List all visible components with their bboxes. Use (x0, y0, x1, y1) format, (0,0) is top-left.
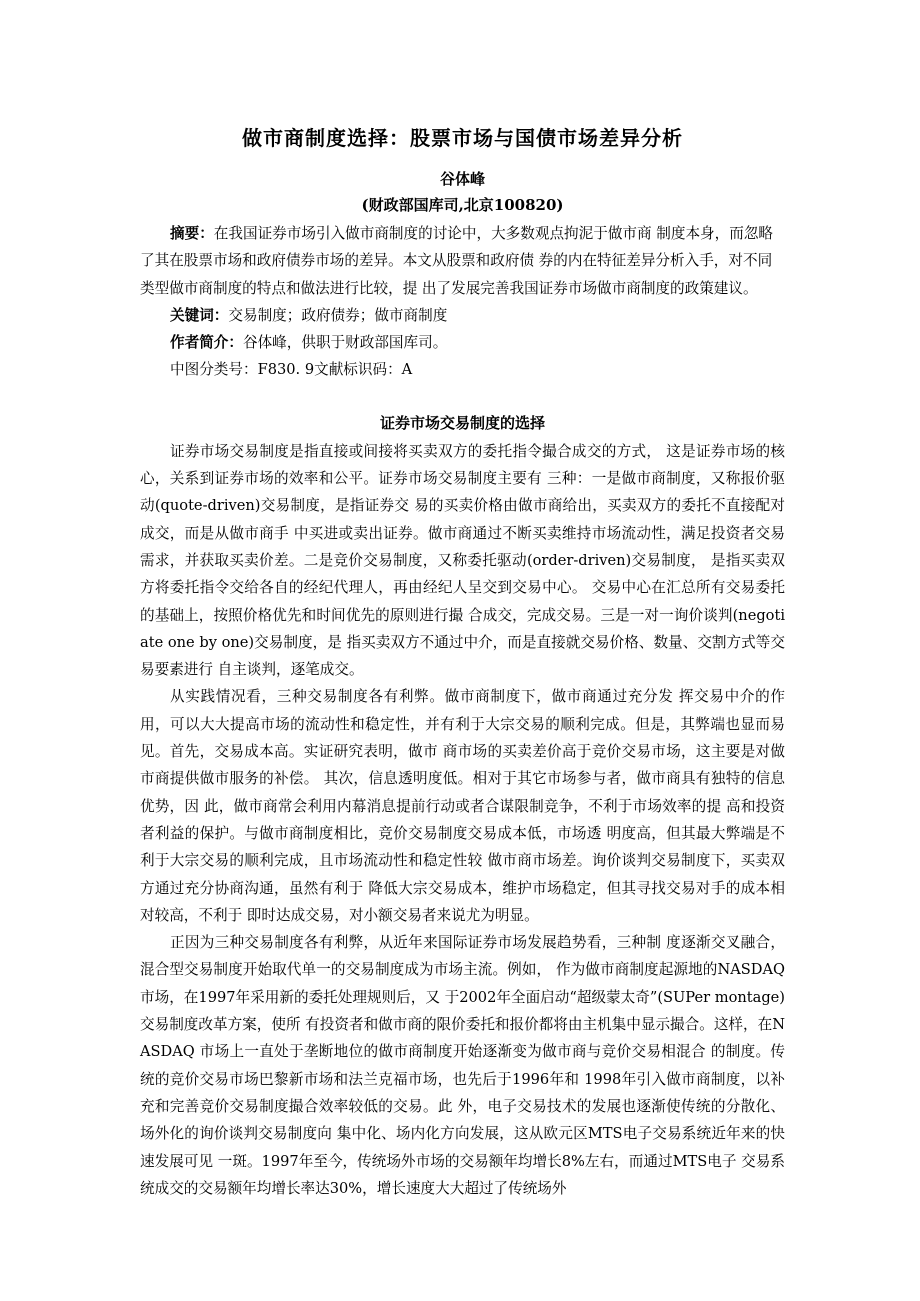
keywords-text: 交易制度；政府债券；做市商制度 (228, 306, 448, 324)
abstract-label: 摘要： (170, 225, 214, 242)
author-intro-text: 谷体峰，供职于财政部国库司。 (242, 334, 448, 352)
keywords (140, 302, 785, 329)
classification-line: 中图分类号：F830. 9文献标识码：A (170, 361, 413, 379)
author-intro (140, 329, 785, 356)
document-page (140, 120, 785, 1202)
body-paragraph-3: 正因为三种交易制度各有利弊，从近年来国际证券市场发展趋势看，三种制 度逐渐交叉融合，混合型交易制度开始取代单一的交易制度成为市场主流。例如， 作为做市商制度起源地的NASDAQ市场，在1997年采用新的委托处理规则后，又 于2002年全面启动“超级蒙太奇”(SUPer montage)交易制度改革方案，使所 有投资者和做市商的限价委托和报价都将由主机集中显示撮合。这样，在NASDAQ 市场上一直处于垄断地位的做市商制度开始逐渐变为做市商与竞价交易相混合 的制度。传统的竞价交易市场巴黎新市场和法兰克福市场，也先后于1996年和 1998年引入做市商制度，以补充和完善竞价交易制度撮合效率较低的交易。此 外，电子交易技术的发展也逐渐使传统的分散化、场外化的询价谈判交易制度向 集中化、场内化方向发展，这从欧元区MTS电子交易系统近年来的快速发展可见 一斑。1997年至今，传统场外市场的交易额年均增长8%左右，而通过MTS电子 交易系统成交的交易额年均增长率达30%，增长速度大大超过了传统场外 (140, 934, 785, 1197)
author-affiliation: (财政部国库司,北京100820) (361, 196, 564, 214)
author-intro-label: 作者简介： (170, 334, 243, 352)
body-paragraph-1: 证券市场交易制度是指直接或间接将买卖双方的委托指令撮合成交的方式， 这是证券市场的核心，关系到证券市场的效率和公平。证券市场交易制度主要有 三种：一是做市商制度，又称报价驱动(quote-driven)交易制度，是指证券交 易的买卖价格由做市商给出，买卖双方的委托不直接配对成交，而是从做市商手 中买进或卖出证券。做市商通过不断买卖维持市场流动性，满足投资者交易需求，并获取买卖价差。二是竞价交易制度，又称委托驱动(order-driven)交易制度， 是指买卖双方将委托指令交给各自的经纪代理人，再由经纪人呈交到交易中心。 交易中心在汇总所有交易委托的基础上，按照价格优先和时间优先的原则进行撮 合成交，完成交易。三是一对一询价谈判(negotiate one by one)交易制度，是 指买卖双方不通过中介，而是直接就交易价格、数量、交割方式等交易要素进行 自主谈判，逐笔成交。 (140, 442, 785, 679)
abstract (140, 220, 785, 302)
body-paragraph-2: 从实践情况看，三种交易制度各有利弊。做市商制度下，做市商通过充分发 挥交易中介的作用，可以大大提高市场的流动性和稳定性，并有利于大宗交易的顺利完成。但是，其弊端也显而易见。首先，交易成本高。实证研究表明，做市 商市场的买卖差价高于竞价交易市场，这主要是对做市商提供做市服务的补偿。 其次，信息透明度低。相对于其它市场参与者，做市商具有独特的信息优势，因 此，做市商常会利用内幕消息提前行动或者合谋限制竞争，不利于市场效率的提 高和投资者利益的保护。与做市商制度相比，竞价交易制度交易成本低，市场透 明度高，但其最大弊端是不利于大宗交易的顺利完成，且市场流动性和稳定性较 做市商市场差。询价谈判交易制度下，买卖双方通过充分协商沟通，虽然有利于 降低大宗交易成本，维护市场稳定，但其寻找交易对手的成本相对较高，不利于 即时达成交易，对小额交易者来说尤为明显。 (140, 688, 785, 924)
section-title: 证券市场交易制度的选择 (379, 413, 545, 432)
document-title: 做市商制度选择：股票市场与国债市场差异分析 (242, 126, 683, 150)
author-name: 谷体峰 (439, 170, 485, 188)
abstract-text: 在我国证券市场引入做市商制度的讨论中，大多数观点拘泥于做市商 制度本身，而忽略了其在股票市场和政府债券市场的差异。本文从股票和政府债 券的内在特征差异分析入手，对不同类型做市商制度的特点和做法进行比较，提 出了发展完善我国证券市场做市商制度的政策建议。 (140, 225, 774, 297)
keywords-label: 关键词： (170, 306, 229, 324)
